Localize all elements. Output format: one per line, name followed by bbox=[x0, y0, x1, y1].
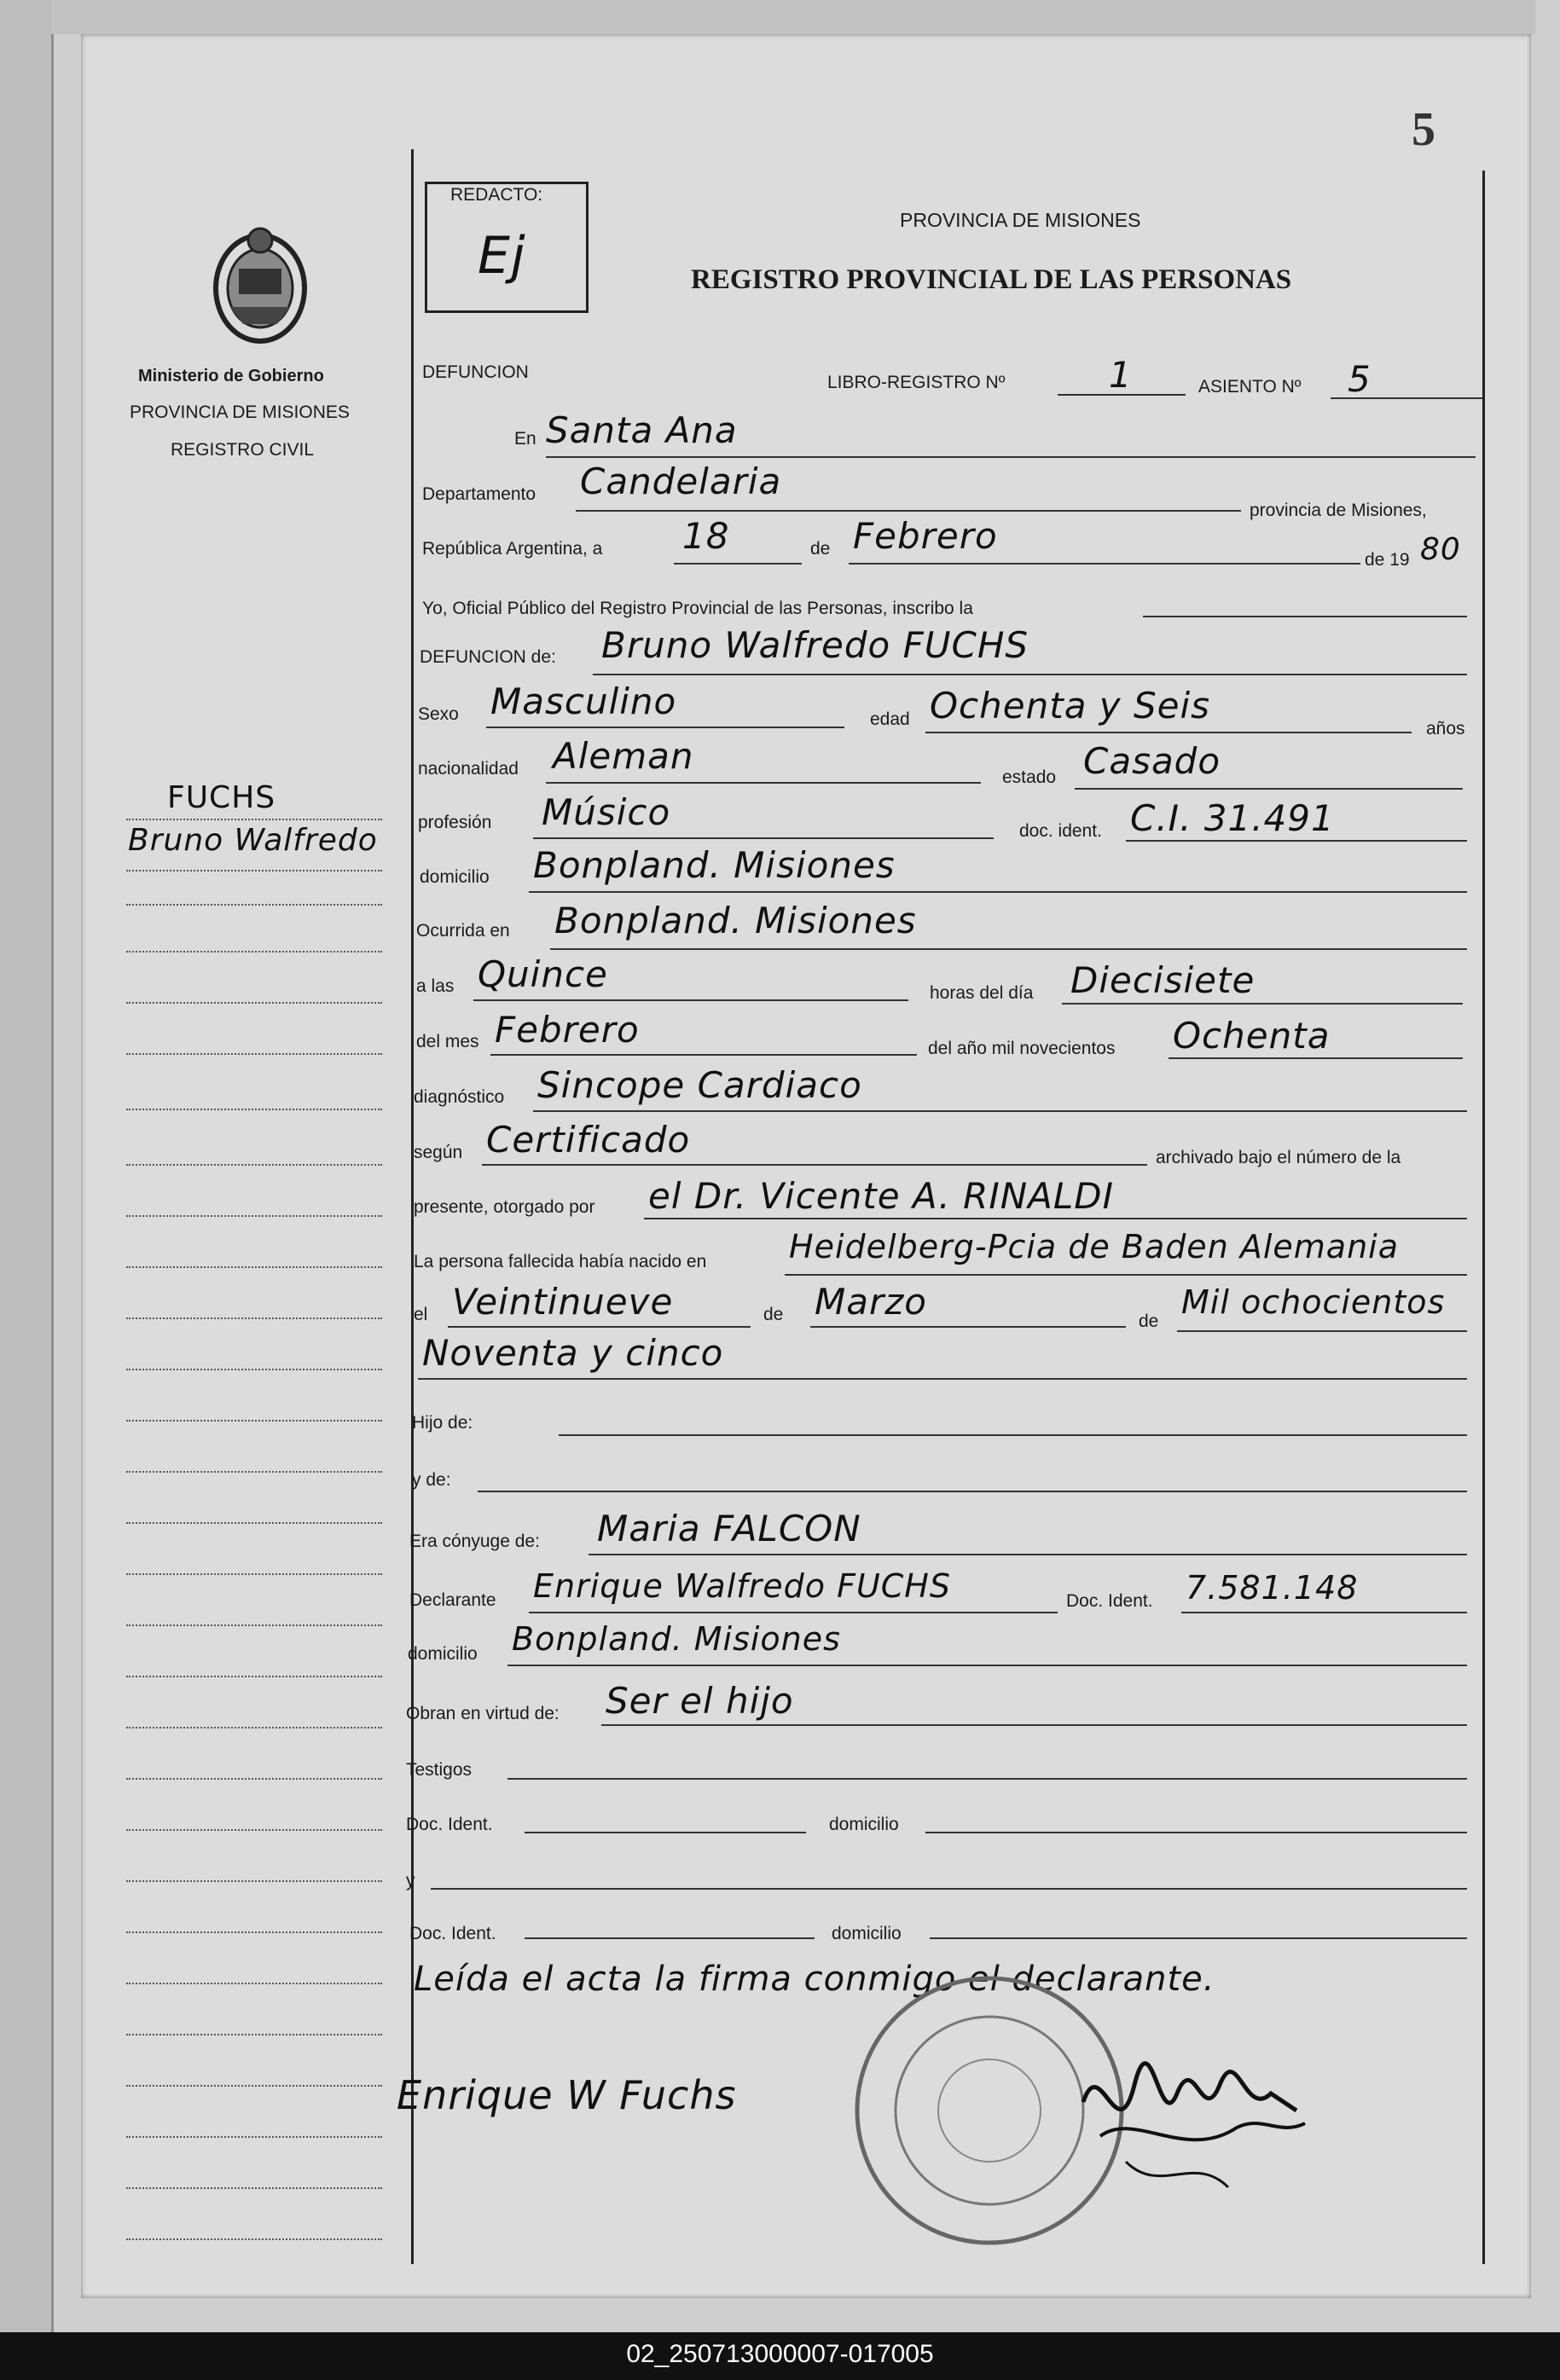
nacido-label: La persona fallecida había nacido en bbox=[414, 1252, 707, 1271]
margin-ministry: Ministerio de Gobierno bbox=[138, 367, 324, 385]
record-type-label: DEFUNCION bbox=[422, 362, 529, 382]
nacido-line bbox=[785, 1274, 1467, 1276]
file-identifier: 02_250713000007-017005 bbox=[626, 2340, 934, 2368]
y-de-label: y de: bbox=[412, 1470, 451, 1490]
official-signature bbox=[1066, 2034, 1322, 2213]
t-dom-line bbox=[925, 1832, 1467, 1833]
ano-mil-line bbox=[1169, 1057, 1463, 1059]
redacto-label: REDACTO: bbox=[450, 185, 543, 205]
diagnostico-label: diagnóstico bbox=[414, 1087, 505, 1107]
month-line bbox=[849, 563, 1360, 565]
horas-line bbox=[1062, 1003, 1463, 1005]
el-value: Veintinueve bbox=[452, 1281, 674, 1323]
estado-value: Casado bbox=[1083, 740, 1221, 782]
obran-label: Obran en virtud de: bbox=[406, 1704, 560, 1723]
testigos-label: Testigos bbox=[406, 1760, 473, 1780]
margin-civil: REGISTRO CIVIL bbox=[171, 440, 315, 460]
en-label: En bbox=[514, 429, 536, 449]
day-line bbox=[674, 563, 802, 565]
page-number: 5 bbox=[1412, 103, 1435, 156]
y-line bbox=[431, 1888, 1467, 1890]
month-value: Febrero bbox=[853, 515, 998, 557]
t-doc-label: Doc. Ident. bbox=[406, 1815, 493, 1834]
nac-year-cont-line bbox=[418, 1378, 1467, 1380]
nac-year-value: Mil ochocientos bbox=[1181, 1283, 1446, 1321]
doc-ident-label: doc. ident. bbox=[1019, 821, 1102, 841]
y-de-line bbox=[478, 1491, 1467, 1492]
presente-label: presente, otorgado por bbox=[414, 1197, 595, 1217]
t-doc-line bbox=[525, 1832, 806, 1833]
sexo-label: Sexo bbox=[418, 704, 459, 724]
nac-month-value: Marzo bbox=[815, 1281, 927, 1323]
domicilio-value: Bonpland. Misiones bbox=[533, 844, 896, 886]
sexo-value: Masculino bbox=[490, 680, 677, 722]
conyuge-label: Era cónyuge de: bbox=[409, 1532, 540, 1551]
edad-line bbox=[925, 732, 1412, 733]
y-label: y bbox=[406, 1871, 415, 1891]
nacionalidad-label: nacionalidad bbox=[418, 759, 519, 779]
nacido-value: Heidelberg-Pcia de Baden Alemania bbox=[789, 1228, 1400, 1265]
nac-year-line bbox=[1177, 1330, 1467, 1332]
el-line bbox=[448, 1326, 751, 1328]
segun-line bbox=[482, 1164, 1147, 1166]
domicilio-label: domicilio bbox=[420, 867, 490, 887]
declarante-value: Enrique Walfredo FUCHS bbox=[533, 1567, 952, 1605]
segun-label: según bbox=[414, 1143, 463, 1162]
previous-leaf-edge bbox=[0, 0, 54, 2332]
asiento-value: 5 bbox=[1348, 358, 1372, 400]
mes-label: del mes bbox=[416, 1032, 479, 1051]
asiento-label: ASIENTO Nº bbox=[1198, 377, 1302, 397]
asiento-line bbox=[1331, 397, 1482, 399]
year-value: 80 bbox=[1420, 532, 1461, 567]
defuncion-line bbox=[593, 674, 1467, 675]
defuncion-label: DEFUNCION de: bbox=[420, 647, 556, 667]
a-las-label: a las bbox=[416, 976, 455, 996]
decl-dom-label: domicilio bbox=[408, 1644, 478, 1664]
libro-label: LIBRO-REGISTRO Nº bbox=[827, 373, 1006, 392]
redacto-initials: Ej bbox=[478, 226, 526, 286]
defuncion-value: Bruno Walfredo FUCHS bbox=[601, 624, 1029, 666]
nac-month-line bbox=[810, 1326, 1126, 1328]
hijo-label: Hijo de: bbox=[412, 1413, 473, 1433]
diagnostico-value: Sincope Cardiaco bbox=[537, 1064, 862, 1106]
libro-value: 1 bbox=[1109, 354, 1133, 396]
obran-value: Ser el hijo bbox=[606, 1680, 794, 1722]
closing-text: Leída el acta la firma conmigo el declarante. bbox=[414, 1960, 1215, 1999]
t2-dom-label: domicilio bbox=[832, 1924, 902, 1943]
presente-line bbox=[644, 1218, 1467, 1219]
ocurrida-label: Ocurrida en bbox=[416, 921, 510, 941]
de-label: de bbox=[810, 539, 831, 559]
mes-line bbox=[490, 1054, 917, 1056]
departamento-line bbox=[576, 510, 1241, 512]
archivado-label: archivado bajo el número de la bbox=[1156, 1148, 1401, 1167]
diagnostico-line bbox=[533, 1110, 1467, 1112]
year-label: de 19 bbox=[1365, 550, 1410, 570]
sexo-line bbox=[486, 727, 844, 728]
nacionalidad-line bbox=[546, 782, 981, 784]
t-dom-label: domicilio bbox=[829, 1815, 899, 1834]
domicilio-line bbox=[529, 891, 1467, 893]
nac-year-cont: Noventa y cinco bbox=[422, 1332, 724, 1374]
anos-label: años bbox=[1426, 719, 1465, 738]
el-label: el bbox=[414, 1305, 428, 1324]
de-label-3: de bbox=[1139, 1312, 1159, 1331]
ocurrida-line bbox=[550, 948, 1467, 950]
edad-label: edad bbox=[870, 709, 910, 729]
decl-doc-value: 7.581.148 bbox=[1186, 1569, 1359, 1607]
horas-label: horas del día bbox=[930, 983, 1034, 1003]
libro-line bbox=[1058, 394, 1186, 396]
ano-mil-label: del año mil novecientos bbox=[928, 1039, 1116, 1058]
a-las-value: Quince bbox=[478, 953, 608, 995]
edad-value: Ochenta y Seis bbox=[930, 685, 1211, 727]
doc-ident-line bbox=[1126, 840, 1467, 842]
presente-value: el Dr. Vicente A. RINALDI bbox=[648, 1175, 1114, 1217]
doc-ident-value: C.I. 31.491 bbox=[1130, 797, 1335, 839]
hijo-line bbox=[559, 1434, 1467, 1436]
oficial-line bbox=[1143, 616, 1467, 617]
conyuge-line bbox=[589, 1554, 1467, 1555]
obran-line bbox=[601, 1724, 1467, 1726]
republica-label: República Argentina, a bbox=[422, 539, 603, 559]
segun-value: Certificado bbox=[486, 1119, 691, 1161]
profesion-line bbox=[533, 837, 994, 839]
t2-doc-label: Doc. Ident. bbox=[409, 1924, 496, 1943]
header-title: REGISTRO PROVINCIAL DE LAS PERSONAS bbox=[691, 264, 1292, 295]
ano-mil-value: Ochenta bbox=[1173, 1015, 1331, 1057]
decl-doc-label: Doc. Ident. bbox=[1066, 1591, 1153, 1611]
profesion-label: profesión bbox=[418, 813, 492, 832]
departamento-value: Candelaria bbox=[580, 460, 782, 502]
conyuge-value: Maria FALCON bbox=[597, 1508, 861, 1549]
t2-doc-line bbox=[525, 1937, 815, 1939]
top-edge bbox=[51, 0, 1535, 34]
profesion-value: Músico bbox=[542, 791, 671, 833]
margin-surname: FUCHS bbox=[167, 780, 276, 815]
provincial-seal-icon bbox=[205, 222, 316, 350]
en-value: Santa Ana bbox=[546, 409, 738, 451]
estado-label: estado bbox=[1002, 767, 1057, 787]
testigos-line bbox=[507, 1778, 1467, 1780]
provincia-suffix: provincia de Misiones, bbox=[1250, 501, 1427, 520]
en-line bbox=[546, 456, 1476, 458]
t2-dom-line bbox=[930, 1937, 1467, 1939]
margin-province: PROVINCIA DE MISIONES bbox=[130, 402, 350, 422]
day-value: 18 bbox=[682, 515, 730, 557]
estado-line bbox=[1075, 788, 1463, 790]
mes-value: Febrero bbox=[495, 1009, 640, 1051]
ocurrida-value: Bonpland. Misiones bbox=[554, 900, 917, 941]
decl-doc-line bbox=[1181, 1612, 1467, 1613]
declarante-label: Declarante bbox=[409, 1590, 496, 1610]
margin-given-names: Bruno Walfredo bbox=[128, 823, 378, 858]
declarante-line bbox=[529, 1612, 1058, 1613]
decl-dom-value: Bonpland. Misiones bbox=[512, 1620, 841, 1658]
de-label-2: de bbox=[763, 1305, 784, 1324]
nacionalidad-value: Aleman bbox=[553, 735, 694, 777]
a-las-line bbox=[473, 999, 908, 1001]
right-column-rule bbox=[1482, 171, 1485, 2264]
declarante-signature: Enrique W Fuchs bbox=[397, 2072, 737, 2118]
header-province: PROVINCIA DE MISIONES bbox=[900, 209, 1141, 231]
decl-dom-line bbox=[507, 1665, 1467, 1666]
oficial-text: Yo, Oficial Público del Registro Provincial de las Personas, inscribo la bbox=[422, 599, 973, 618]
departamento-label: Departamento bbox=[422, 484, 536, 504]
horas-value: Diecisiete bbox=[1070, 959, 1256, 1001]
